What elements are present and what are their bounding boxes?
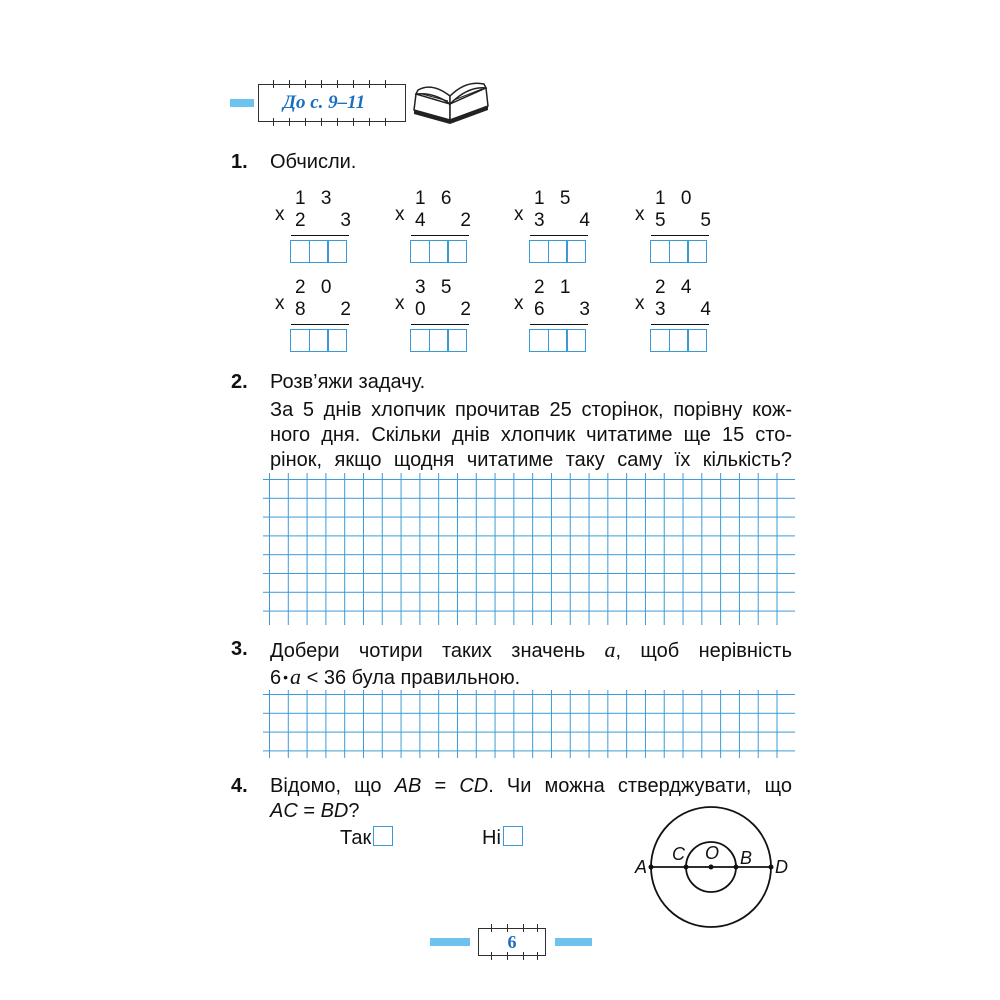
header-left-bar: [230, 99, 254, 107]
times-sign: x: [275, 293, 285, 314]
answer-cell[interactable]: [309, 240, 329, 263]
page-number: 6: [507, 932, 517, 952]
point-b: [734, 865, 739, 870]
mul-problem-1: [275, 188, 355, 270]
answer-yes[interactable]: [340, 826, 393, 851]
multiplier: 5: [700, 210, 711, 231]
label-b: B: [740, 848, 753, 868]
answer-cell[interactable]: [529, 240, 549, 263]
times-sign: x: [395, 293, 405, 314]
multiplicand: 2 0 8: [295, 277, 337, 320]
times-sign: x: [395, 204, 405, 225]
times-sign: x: [514, 293, 524, 314]
task2-answer-grid[interactable]: [263, 473, 795, 625]
task3-text: [270, 637, 792, 691]
answer-cell[interactable]: [447, 240, 467, 263]
answer-cell[interactable]: [309, 329, 329, 352]
result-line: [651, 235, 709, 236]
label-o: O: [705, 843, 720, 863]
task2-line: ного дня. Скільки днів хлопчик читатиме ще 15 сто-: [270, 424, 792, 446]
multiplicand: 2 4 3: [655, 277, 697, 320]
answer-cell[interactable]: [548, 329, 568, 352]
answer-cell[interactable]: [410, 329, 430, 352]
label-a: A: [635, 857, 648, 877]
task2-line: За 5 днів хлопчик прочитав 25 сторінок, порівну кож-: [270, 399, 792, 421]
task4-line2: AC = BD?: [270, 800, 360, 822]
mul-problem-5: [275, 277, 355, 359]
result-line: [291, 235, 349, 236]
multiplier: 3: [340, 210, 351, 231]
label-c: C: [672, 844, 685, 864]
times-sign: x: [635, 293, 645, 314]
yes-label: Так: [340, 827, 372, 849]
mul-problem-2: [395, 188, 475, 270]
header-box: [258, 84, 406, 122]
task3-line2: 6 •a < 36 була правильною.: [270, 664, 521, 689]
answer-cell[interactable]: [327, 329, 347, 352]
times-sign: x: [514, 204, 524, 225]
answer-cell[interactable]: [669, 329, 689, 352]
answer-cell[interactable]: [566, 240, 586, 263]
multiplicand: 3 5 0: [415, 277, 457, 320]
task2-line: рінок, якщо щодня читатиме таку саму їх кількість?: [270, 449, 792, 471]
result-line: [291, 324, 349, 325]
answer-cell[interactable]: [327, 240, 347, 263]
header-ref: До с. 9–11: [283, 92, 366, 113]
task2-title: Розв’яжи задачу.: [270, 371, 426, 393]
answer-cell[interactable]: [687, 329, 707, 352]
multiplicand: 2 1 6: [534, 277, 576, 320]
multiply-dot: •: [283, 669, 289, 685]
answer-cell[interactable]: [429, 240, 449, 263]
mul-problem-8: [635, 277, 715, 359]
multiplier: 2: [460, 210, 471, 231]
footer-right-bar: [555, 938, 592, 946]
mul-problem-7: [514, 277, 594, 359]
multiplier: 4: [700, 299, 711, 320]
result-line: [651, 324, 709, 325]
answer-cell[interactable]: [290, 240, 310, 263]
multiplier: 2: [460, 299, 471, 320]
task3-answer-grid[interactable]: [263, 690, 795, 758]
multiplicand: 1 6 4: [415, 188, 457, 231]
task1-title: Обчисли.: [270, 151, 357, 173]
task2-problem-text: [270, 398, 792, 473]
point-o: [709, 865, 714, 870]
task3-number: 3.: [231, 638, 248, 660]
task3-line1: Добери чотири таких значень a, щоб нерівність: [270, 637, 793, 662]
circles-diagram: [630, 800, 800, 965]
yes-checkbox[interactable]: [373, 826, 393, 846]
mul-problem-4: [635, 188, 715, 270]
variable-a: a: [290, 664, 302, 689]
multiplier: 2: [340, 299, 351, 320]
footer-page-box: [478, 928, 546, 956]
mul-problem-6: [395, 277, 475, 359]
answer-cell[interactable]: [529, 329, 549, 352]
task1-number: 1.: [231, 151, 248, 173]
multiplier: 3: [579, 299, 590, 320]
answer-cell[interactable]: [650, 329, 670, 352]
answer-cell[interactable]: [290, 329, 310, 352]
times-sign: x: [275, 204, 285, 225]
point-a: [649, 865, 654, 870]
answer-cell[interactable]: [429, 329, 449, 352]
task4-number: 4.: [231, 775, 248, 797]
answer-cell[interactable]: [650, 240, 670, 263]
label-d: D: [775, 857, 788, 877]
no-checkbox[interactable]: [503, 826, 523, 846]
result-line: [411, 324, 469, 325]
footer-left-bar: [430, 938, 470, 946]
multiplicand: 1 3 2: [295, 188, 337, 231]
result-line: [411, 235, 469, 236]
answer-cell[interactable]: [447, 329, 467, 352]
point-c: [684, 865, 689, 870]
multiplier: 4: [579, 210, 590, 231]
answer-cell[interactable]: [548, 240, 568, 263]
answer-cell[interactable]: [410, 240, 430, 263]
variable-a: a: [604, 637, 616, 662]
answer-cell[interactable]: [566, 329, 586, 352]
result-line: [530, 235, 588, 236]
task2-number: 2.: [231, 371, 248, 393]
result-line: [530, 324, 588, 325]
times-sign: x: [635, 204, 645, 225]
answer-no[interactable]: [482, 826, 523, 851]
no-label: Ні: [482, 827, 501, 849]
task4-line1: Відомо, що AB = CD. Чи можна стверджувати, що: [270, 775, 792, 797]
answer-cell[interactable]: [669, 240, 689, 263]
multiplicand: 1 0 5: [655, 188, 697, 231]
book-icon: [410, 74, 492, 126]
mul-problem-3: [514, 188, 594, 270]
point-d: [769, 865, 774, 870]
answer-cell[interactable]: [687, 240, 707, 263]
multiplicand: 1 5 3: [534, 188, 576, 231]
